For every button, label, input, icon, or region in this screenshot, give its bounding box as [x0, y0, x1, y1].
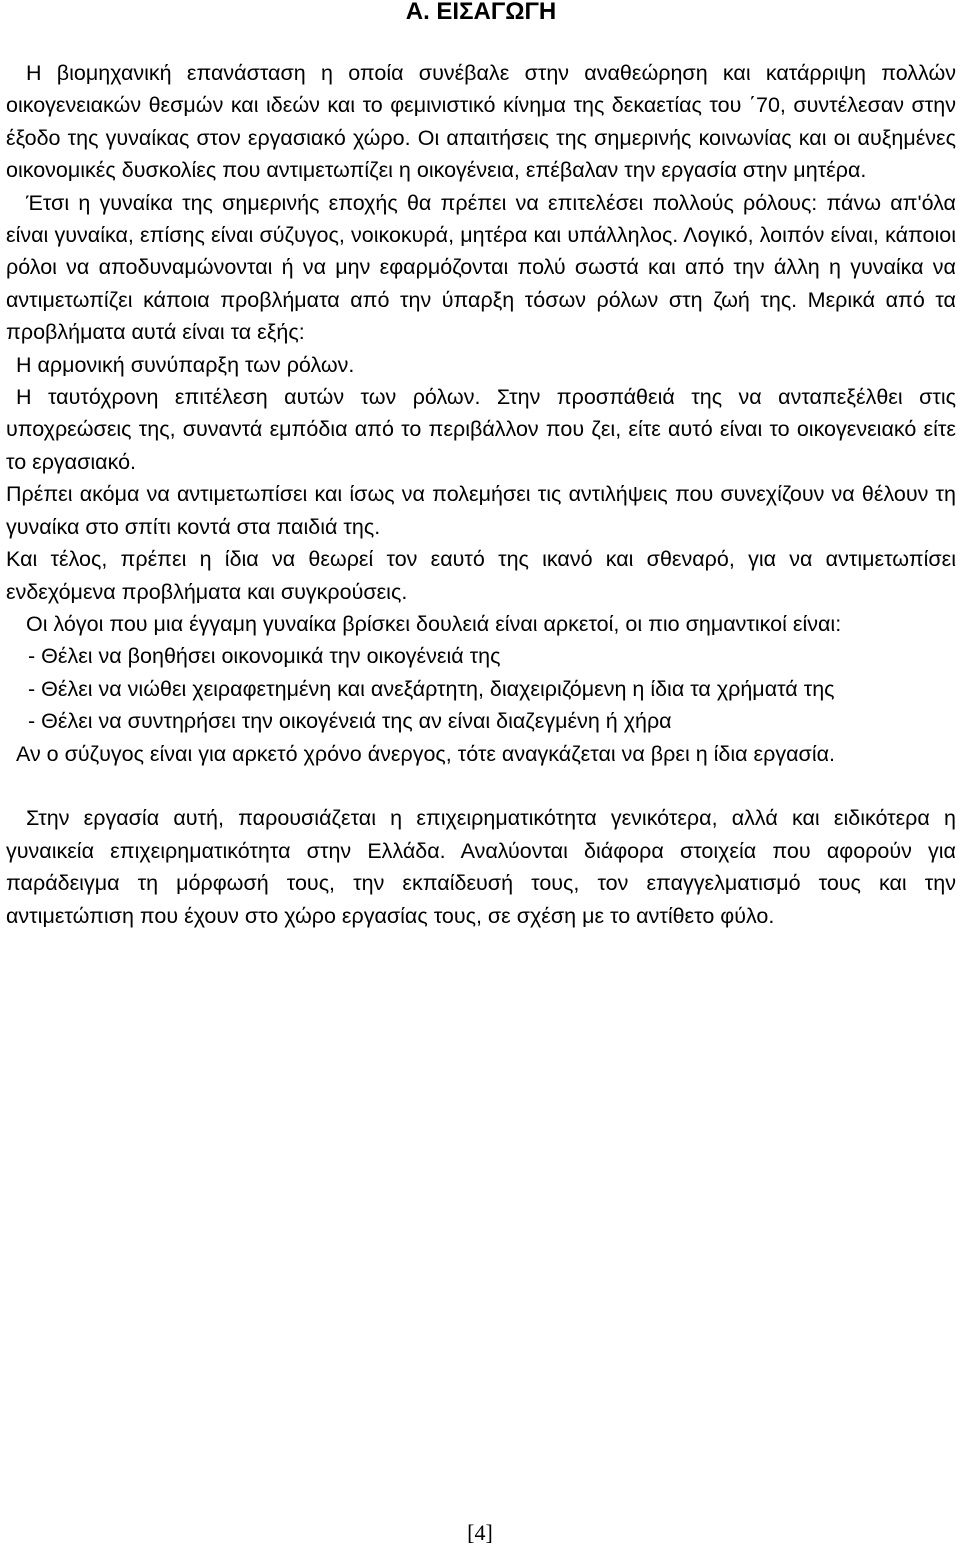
paragraph-reasons: Οι λόγοι που μια έγγαμη γυναίκα βρίσκει δουλειά είναι αρκετοί, οι πιο σημαντικοί είναι:: [26, 611, 842, 636]
list-item-reason-1: - Θέλει να βοηθήσει οικονομικά την οικογένειά της: [28, 644, 501, 669]
paragraph-problem-2: Η ταυτόχρονη επιτέλεση αυτών των ρόλων. Στην προσπάθειά της να ανταπεξέλθει στις υποχρεώσεις της, συναντά εμπόδια από το περιβάλλον που ζει, είτε αυτό είναι το οικογενειακό είτε το εργασιακό.: [6, 385, 956, 474]
body-text: [6, 57, 956, 932]
paragraph-gap: [6, 770, 956, 802]
paragraph-scope: Στην εργασία αυτή, παρουσιάζεται η επιχειρηματικότητα γενικότερα, αλλά και ειδικότερα η γυναικεία επιχειρηματικότητα στην Ελλάδα. Αναλύονται διάφορα στοιχεία που αφορούν για παράδειγμα τη μόρφωσή τους, την εκπαίδευσή τους, τον επαγγελματισμό τους και την αντιμετώπιση που έχουν στο χώρο εργασίας τους, σε σχέση με το αντίθετο φύλο.: [6, 806, 956, 928]
paragraph-roles: Έτσι η γυναίκα της σημερινής εποχής θα πρέπει να επιτελέσει πολλούς ρόλους: πάνω απ'όλα είναι γυναίκα, επίσης είναι σύζυγος, νοικοκυρά, μητέρα και υπάλληλος. Λογικό, λοιπόν είναι, κάποιοι ρόλοι να αποδυναμώνονται ή να μην εφαρμόζονται πολύ σωστά και από την άλλη η γυναίκα να αντιμετωπίζει κάποια προβλήματα από την ύπαρξη τόσων ρόλων στη ζωή της. Μερικά από τα προβλήματα αυτά είναι τα εξής:: [6, 190, 956, 345]
document-page: [6, 0, 956, 928]
paragraph-problem-4: Και τέλος, πρέπει η ίδια να θεωρεί τον εαυτό της ικανό και σθεναρό, για να αντιμετωπίσει ενδεχόμενα προβλήματα και συγκρούσεις.: [6, 547, 956, 604]
list-item-reason-3: - Θέλει να συντηρήσει την οικογένειά της αν είναι διαζεγμένη ή χήρα: [28, 709, 672, 734]
list-item-reason-2: - Θέλει να νιώθει χειραφετημένη και ανεξάρτητη, διαχειριζόμενη η ίδια τα χρήματά της: [28, 676, 835, 701]
paragraph-problem-3: Πρέπει ακόμα να αντιμετωπίσει και ίσως να πολεμήσει τις αντιλήψεις που συνεχίζουν να θέλουν τη γυναίκα στο σπίτι κοντά στα παιδιά της.: [6, 482, 956, 539]
section-heading: Α. ΕΙΣΑΓΩΓΗ: [405, 0, 557, 25]
paragraph-unemployed-spouse: Αν ο σύζυγος είναι για αρκετό χρόνο άνεργος, τότε αναγκάζεται να βρει η ίδια εργασία.: [16, 741, 836, 766]
paragraph-intro: Η βιομηχανική επανάσταση η οποία συνέβαλε στην αναθεώρηση και κατάρριψη πολλών οικογενειακών θεσμών και ιδεών και το φεμινιστικό κίνημα της δεκαετίας του ΄70, συντέλεσαν στην έξοδο της γυναίκας στον εργασιακό χώρο. Οι απαιτήσεις της σημερινής κοινωνίας και οι αυξημένες οικονομικές δυσκολίες που αντιμετωπίζει η οικογένεια, επέβαλαν την εργασία στην μητέρα.: [6, 61, 956, 183]
paragraph-problem-1: Η αρμονική συνύπαρξη των ρόλων.: [16, 352, 355, 377]
page-number: [4]: [467, 1520, 493, 1545]
